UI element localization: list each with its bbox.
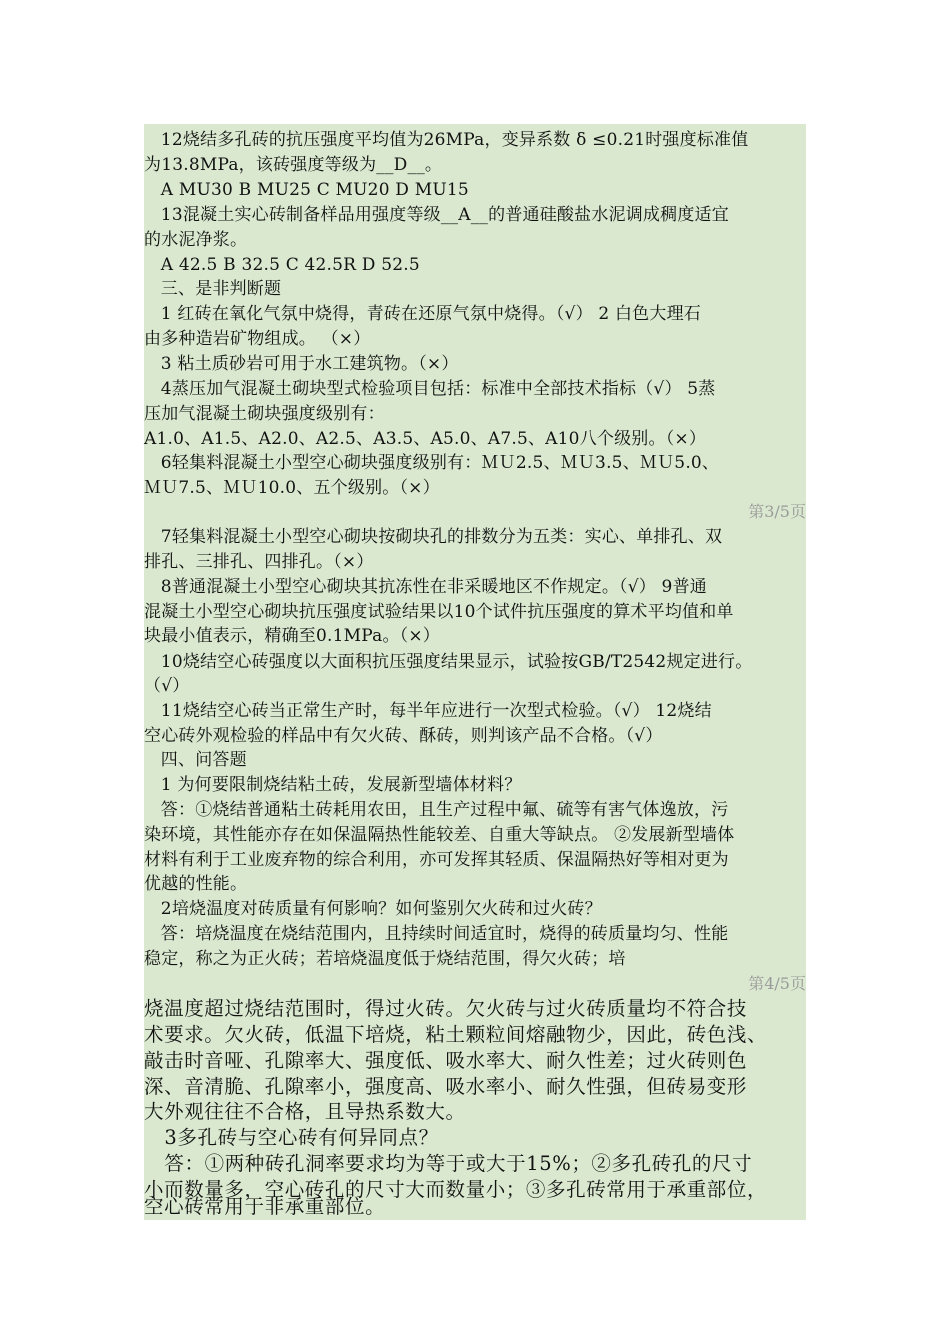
text-line: A 42.5 B 32.5 C 42.5R D 52.5: [144, 255, 420, 275]
text-line: 排孔、三排孔、四排孔。（×）: [144, 552, 374, 572]
text-line: 答：①烧结普通粘土砖耗用农田，且生产过程中氟、硫等有害气体逸放，污: [144, 800, 729, 820]
page-marker: 第4/5页: [748, 974, 806, 993]
text-line: 4蒸压加气混凝土砌块型式检验项目包括：标准中全部技术指标（√） 5蒸: [144, 379, 716, 399]
section-heading: 四、问答题: [144, 750, 247, 770]
text-line: 为13.8MPa，该砖强度等级为__D__。: [144, 155, 443, 175]
text-line: 小而数量多，空心砖孔的尺寸大而数量小；③多孔砖常用于承重部位，: [144, 1178, 768, 1201]
text-line: 答：①两种砖孔洞率要求均为等于或大于15%；②多孔砖孔的尺寸: [144, 1152, 753, 1175]
text-line: 空心砖外观检验的样品中有欠火砖、酥砖，则判该产品不合格。（√）: [144, 726, 663, 746]
text-line: A1.0、A1.5、A2.0、A2.5、A3.5、A5.0、A7.5、A10八个级别。（×）: [144, 429, 707, 449]
text-line: 压加气混凝土砌块强度级别有：: [144, 404, 385, 424]
text-line: 1 为何要限制烧结粘土砖，发展新型墙体材料？: [144, 775, 522, 795]
text-line: 染环境，其性能亦存在如保温隔热性能较差、自重大等缺点。 ②发展新型墙体: [144, 825, 735, 845]
text-line: 材料有利于工业废弃物的综合利用，亦可发挥其轻质、保温隔热好等相对更为: [144, 850, 729, 870]
text-line: 敲击时音哑、孔隙率大、强度低、吸水率大、耐久性差；过火砖则色: [144, 1049, 748, 1072]
page-marker: 第3/5页: [748, 502, 806, 521]
text-line: 6轻集料混凝土小型空心砌块强度级别有：ＭＵ2.5、ＭＵ3.5、ＭＵ5.0、: [144, 453, 720, 473]
text-line: 深、音清脆、孔隙率小，强度高、吸水率小、耐久性强，但砖易变形: [144, 1075, 748, 1098]
text-line: 由多种造岩矿物组成。 （×）: [144, 329, 371, 349]
text-line: 3 粘土质砂岩可用于水工建筑物。（×）: [144, 354, 459, 374]
text-line: 11烧结空心砖当正常生产时，每半年应进行一次型式检验。（√） 12烧结: [144, 701, 712, 721]
text-line: A MU30 B MU25 C MU20 D MU15: [144, 180, 469, 200]
text-line: 1 红砖在氧化气氛中烧得，青砖在还原气氛中烧得。（√） 2 白色大理石: [144, 304, 701, 324]
text-line: 10烧结空心砖强度以大面积抗压强度结果显示，试验按GB/T2542规定进行。: [144, 652, 753, 672]
text-line: ＭＵ7.5、ＭＵ10.0、五个级别。（×）: [144, 478, 440, 498]
text-line: 大外观往往不合格，且导热系数大。: [144, 1100, 466, 1123]
text-line: 优越的性能。: [144, 874, 248, 894]
text-line: 稳定，称之为正火砖；若培烧温度低于烧结范围，得欠火砖；培: [144, 949, 626, 969]
document-body: [144, 124, 806, 1220]
text-line: 术要求。欠火砖，低温下培烧，粘土颗粒间熔融物少，因此，砖色浅、: [144, 1023, 768, 1046]
text-line: 3多孔砖与空心砖有何异同点？: [144, 1126, 439, 1149]
text-line: 2培烧温度对砖质量有何影响？如何鉴别欠火砖和过火砖？: [144, 899, 602, 919]
text-line: 块最小值表示，精确至0.1MPa。（×）: [144, 626, 440, 646]
text-line: 8普通混凝土小型空心砌块其抗冻性在非采暖地区不作规定。（√） 9普通: [144, 577, 707, 597]
text-line: （√）: [144, 676, 190, 696]
text-line: 12烧结多孔砖的抗压强度平均值为26MPa，变异系数 δ ≤0.21时强度标准值: [144, 130, 749, 150]
text-line: 的水泥净浆。: [144, 230, 248, 250]
text-line: 空心砖常用于非承重部位。: [144, 1195, 386, 1218]
text-line: 烧温度超过烧结范围时，得过火砖。欠火砖与过火砖质量均不符合技: [144, 997, 748, 1020]
text-line: 混凝土小型空心砌块抗压强度试验结果以10个试件抗压强度的算术平均值和单: [144, 602, 734, 622]
text-line: 7轻集料混凝土小型空心砌块按砌块孔的排数分为五类：实心、单排孔、双: [144, 527, 723, 547]
section-heading: 三、是非判断题: [144, 279, 282, 299]
text-line: 答：培烧温度在烧结范围内，且持续时间适宜时，烧得的砖质量均匀、性能: [144, 924, 729, 944]
text-line: 13混凝土实心砖制备样品用强度等级__A__的普通硅酸盐水泥调成稠度适宜: [144, 205, 729, 225]
